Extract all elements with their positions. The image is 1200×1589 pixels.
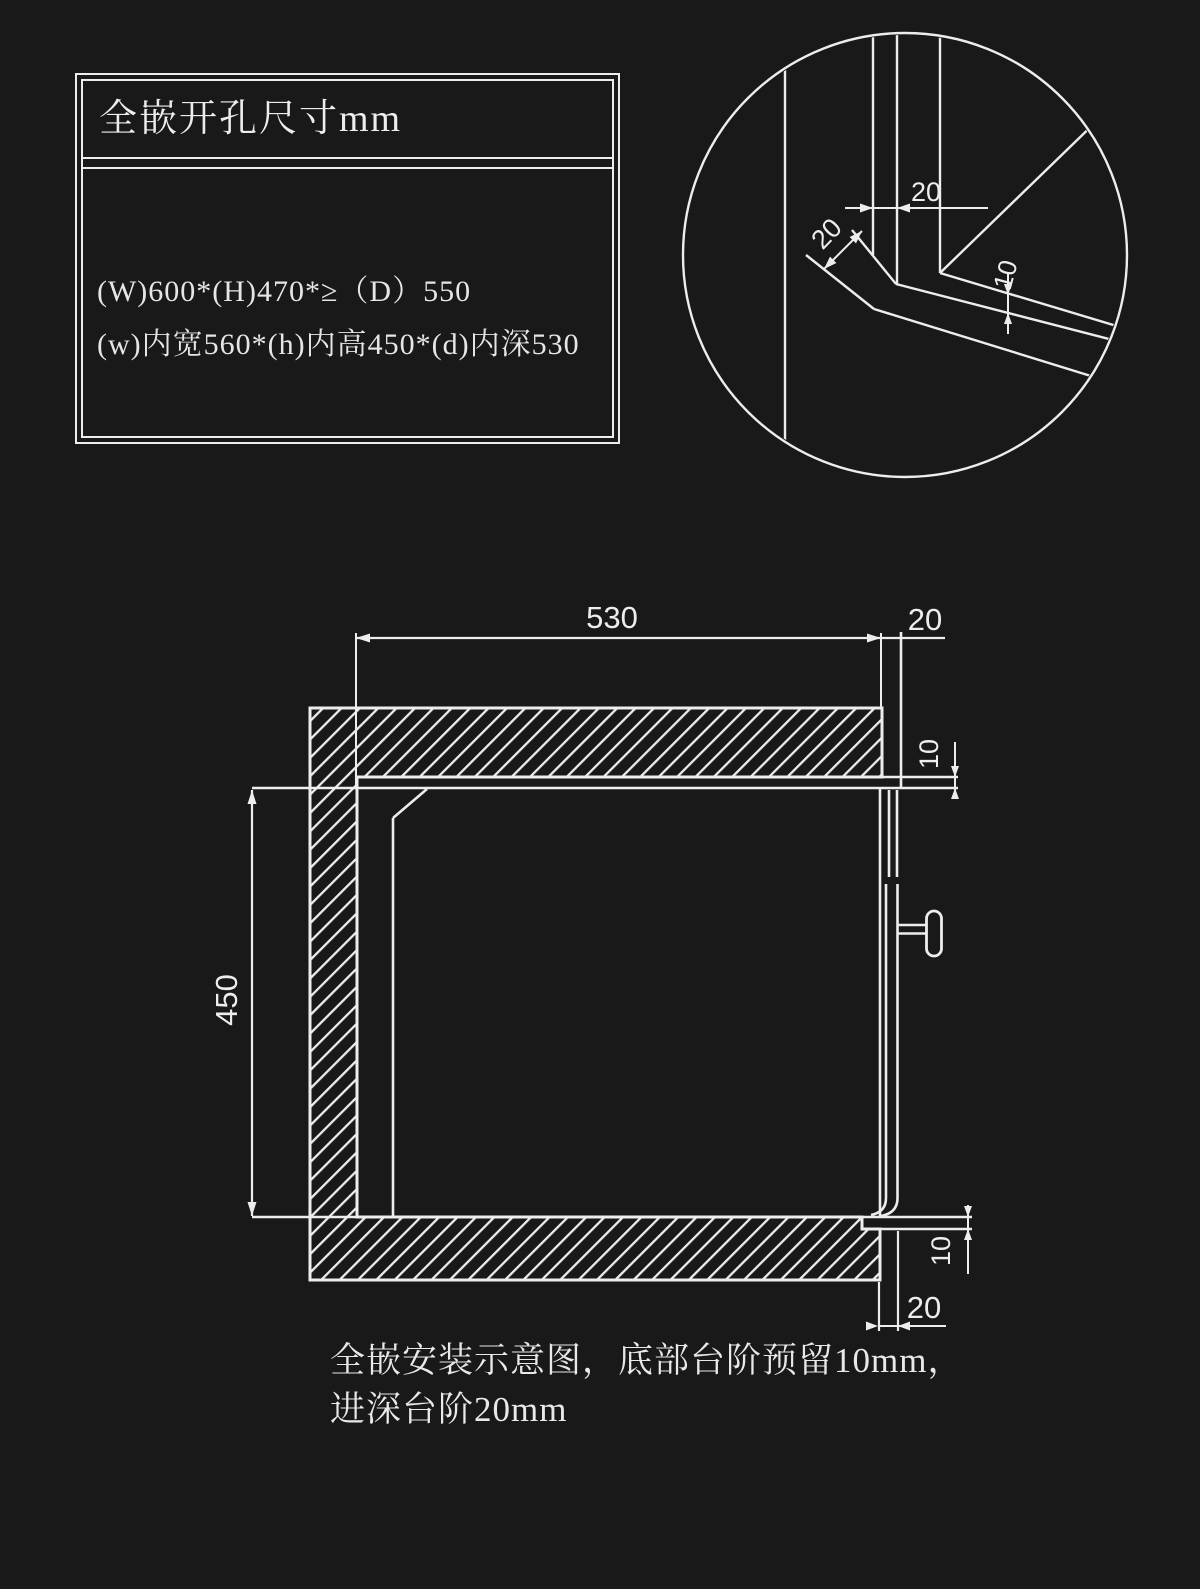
detail-dim-channel-label: 20 [910,177,942,207]
arrowhead [964,1229,972,1240]
cabinet-section [252,632,972,1331]
inner-dimensions-line: (w)内宽560*(h)内高450*(d)内深530 [97,328,580,361]
arrowhead [951,788,959,799]
dim-front-step-label: 20 [907,602,943,637]
detail-dim-chamfer-label: 20 [805,212,848,255]
dim-bottom-gap [964,1205,972,1274]
corner-detail-circle [683,25,1140,485]
arrowhead [951,766,959,777]
detail-band-line-2 [896,284,1140,347]
detail-circle-outline [683,33,1127,477]
door-bottom-curve [871,1198,886,1215]
arrowhead [867,634,881,643]
caption-line-1: 全嵌安装示意图，底部台阶预留10mm， [330,1341,964,1380]
detail-notch-line [940,113,1105,273]
arrowhead [866,1322,878,1331]
dim-top-gap-label: 10 [914,738,944,770]
cabinet-hatched-structure [310,708,882,1280]
arrowhead [248,1202,257,1216]
handle-grip [927,911,942,956]
detail-dim-gap-label: 10 [987,256,1024,293]
cavity-corner-chamfer [393,789,427,818]
detail-band-line-3 [874,309,1120,385]
dim-bottom-step-label: 20 [906,1290,942,1325]
box-title: 全嵌开孔尺寸mm [83,81,612,159]
arrowhead [860,204,873,213]
arrowhead [964,1206,972,1217]
dim-depth-label: 530 [586,600,638,635]
arrowhead [248,790,257,804]
diagram-caption [330,1336,1030,1434]
outer-dimensions-line: (W)600*(H)470*≥（D）550 [97,275,472,308]
dim-height-label: 450 [209,974,244,1026]
dim-bottom-gap-label: 10 [926,1235,956,1267]
caption-line-2: 进深台阶20mm [330,1390,568,1429]
arrowhead [356,634,370,643]
dim-top-gap [951,742,959,799]
arrowhead [897,204,910,213]
